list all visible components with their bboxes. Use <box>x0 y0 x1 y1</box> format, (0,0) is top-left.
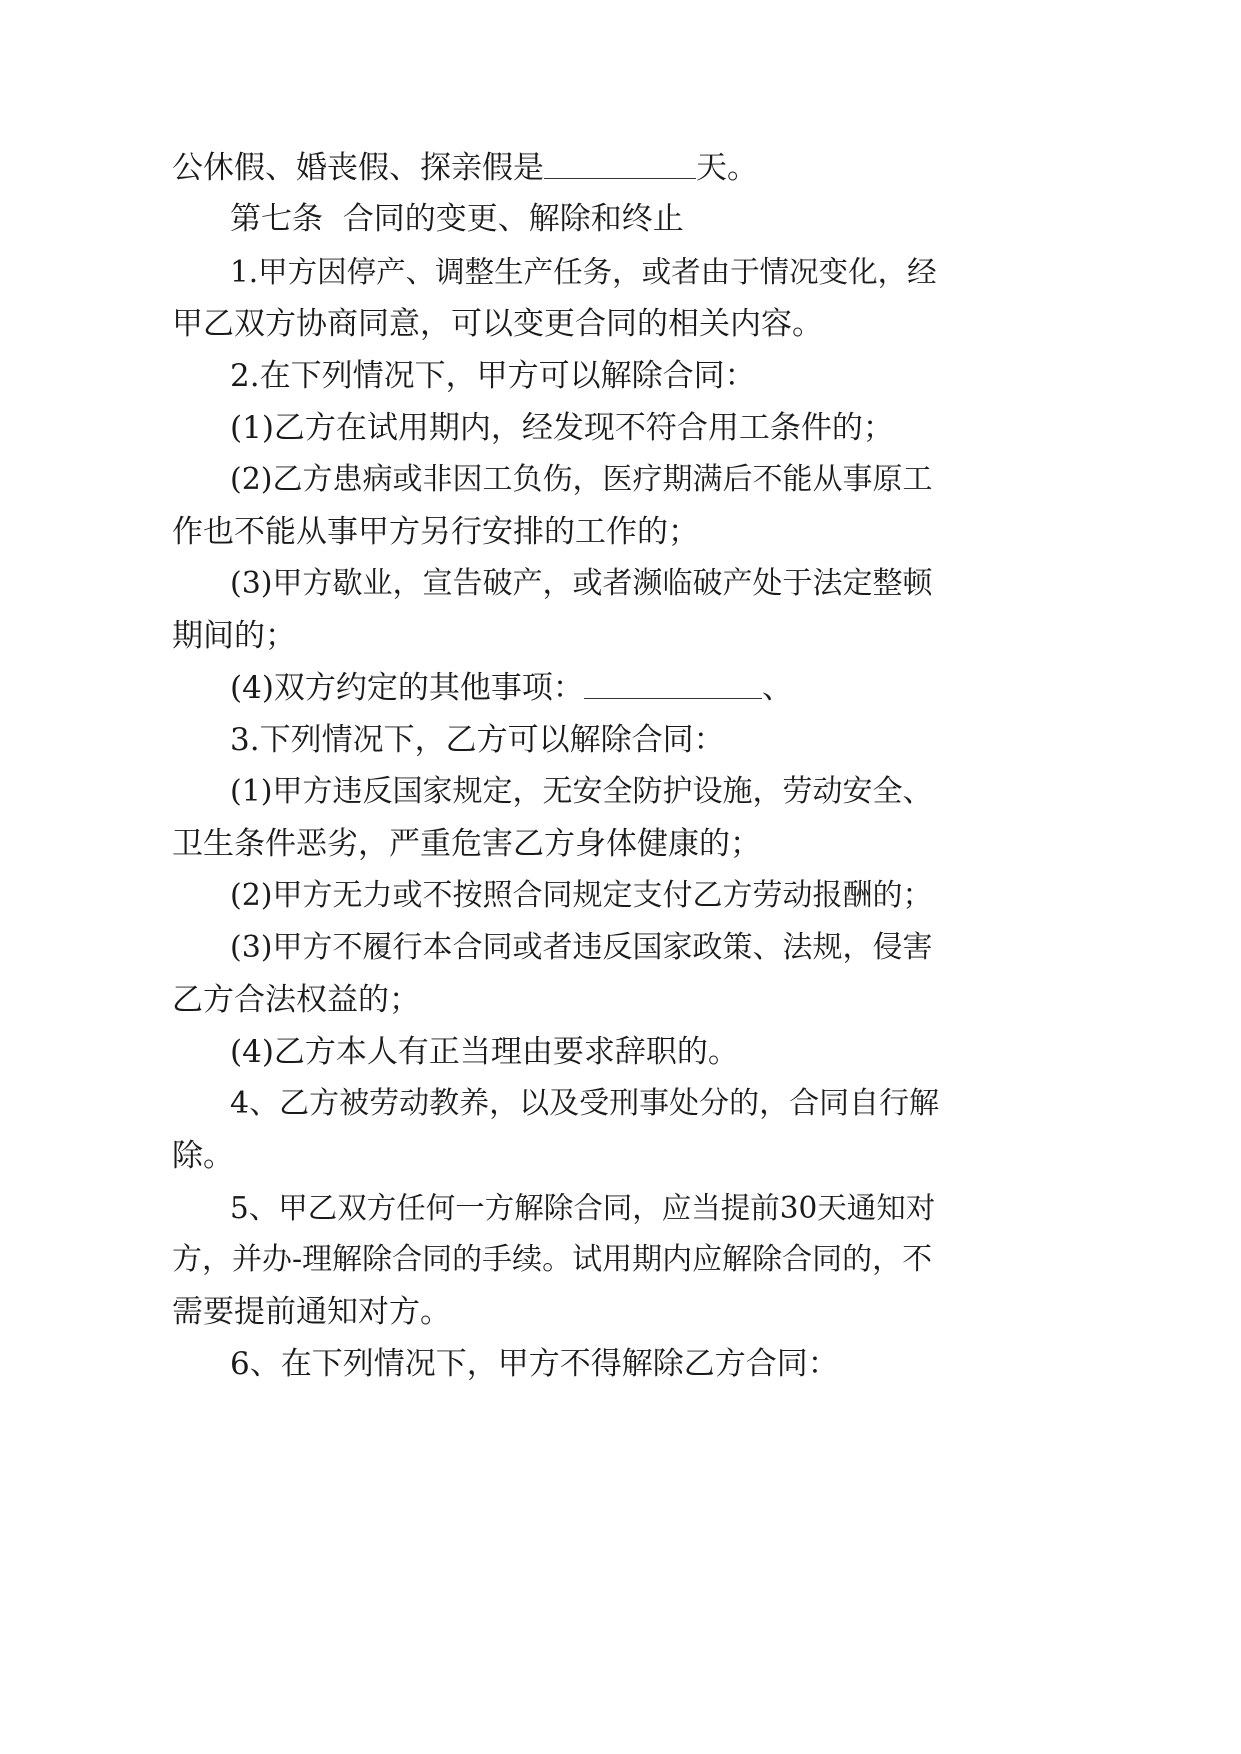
text-line: (1)甲方违反国家规定，无安全防护设施，劳动安全、 <box>230 774 933 809</box>
text-line: 期间的； <box>172 618 296 654</box>
text-line: 3.下列情况下，乙方可以解除合同： <box>230 722 725 758</box>
text-segment: 公休假、婚丧假、探亲假是 <box>172 150 544 186</box>
text-segment: 天。 <box>696 150 758 186</box>
text-line: 甲乙双方协商同意，可以变更合同的相关内容。 <box>172 306 823 342</box>
text-line: 4、乙方被劳动教养，以及受刑事处分的，合同自行解 <box>230 1086 940 1121</box>
text-line: 6、在下列情况下，甲方不得解除乙方合同： <box>230 1346 839 1382</box>
text-line: (3)甲方不履行本合同或者违反国家政策、法规，侵害 <box>230 930 933 965</box>
text-line: 作也不能从事甲方另行安排的工作的； <box>172 514 699 550</box>
text-line: 1.甲方因停产、调整生产任务，或者由于情况变化，经 <box>230 255 937 289</box>
text-line: 方，并办-理解除合同的手续。试用期内应解除合同的，不 <box>172 1242 933 1277</box>
section-heading: 第七条 合同的变更、解除和终止 <box>230 201 684 237</box>
text-line: 除。 <box>172 1138 234 1174</box>
text-line: 2.在下列情况下，甲方可以解除合同： <box>230 358 756 394</box>
text-line: (2)甲方无力或不按照合同规定支付乙方劳动报酬的； <box>230 878 933 913</box>
text-line: (2)乙方患病或非因工负伤，医疗期满后不能从事原工 <box>230 462 933 497</box>
text-line: (1)乙方在试用期内，经发现不符合用工条件的； <box>230 410 894 446</box>
text-line: (4)乙方本人有正当理由要求辞职的。 <box>230 1034 739 1070</box>
text-line: 乙方合法权益的； <box>172 982 420 1018</box>
text-line: 5、甲乙双方任何一方解除合同，应当提前30天通知对 <box>230 1191 936 1225</box>
text-line: (3)甲方歇业，宣告破产，或者濒临破产处于法定整顿 <box>230 566 933 601</box>
text-line: 需要提前通知对方。 <box>172 1294 451 1330</box>
text-line <box>230 666 793 710</box>
text-segment: 、 <box>761 670 793 706</box>
fill-in-blank <box>544 146 696 179</box>
text-segment: (4)双方约定的其他事项： <box>230 670 584 706</box>
fill-in-blank <box>584 666 762 699</box>
text-line: 卫生条件恶劣，严重危害乙方身体健康的； <box>172 826 761 862</box>
text-line <box>172 146 758 190</box>
